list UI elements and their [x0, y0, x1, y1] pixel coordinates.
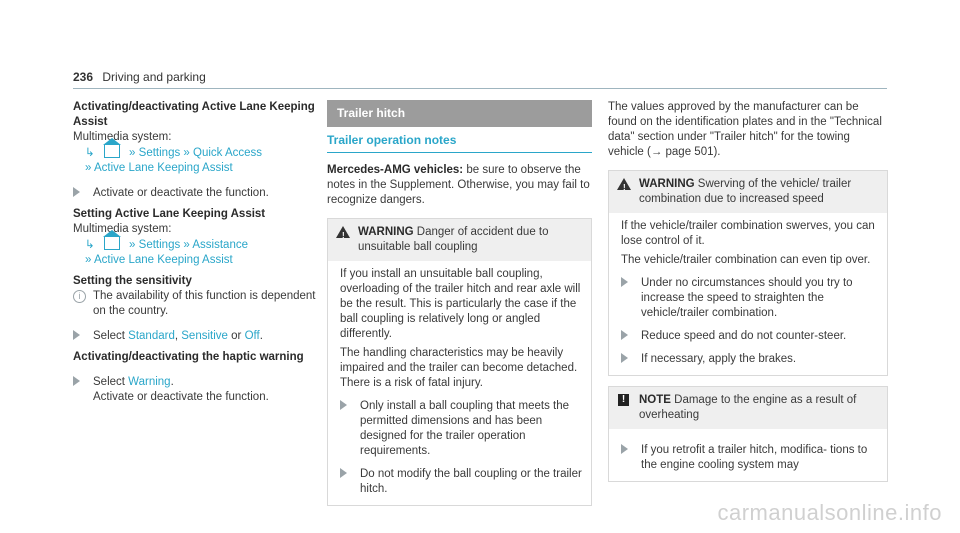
warning-body	[609, 213, 887, 375]
path-assistance[interactable]: Assistance	[192, 239, 248, 251]
step-arrow-icon	[340, 400, 347, 410]
warning-box	[327, 218, 592, 506]
step-arrow-icon	[73, 187, 80, 197]
warning-step-text: Reduce speed and do not counter-steer.	[641, 330, 847, 342]
warning-body	[328, 261, 591, 505]
warning-step	[621, 352, 879, 367]
step-item: Select Standard, Sensitive or Off.	[73, 329, 320, 344]
warning-paragraph: If you install an unsuitable ball coupling, overloading of the trailer hitch and rear axle will be the result. This is particularly the case if the ball coupling is relatively long or angled differently.	[340, 268, 581, 340]
warning-label: WARNING	[639, 178, 695, 190]
warning-paragraph: The handling characteristics may be heavily impaired and the trailer can become detached. There is a risk of fatal injury.	[340, 347, 578, 389]
double-chevron-icon: »	[85, 254, 92, 266]
warning-label: WARNING	[358, 226, 414, 238]
step-arrow-icon	[73, 330, 80, 340]
note-icon: !	[618, 394, 629, 406]
select-label: Select	[93, 376, 125, 388]
path-arrow-icon: ↳	[85, 239, 95, 251]
step-arrow-icon	[340, 468, 347, 478]
warning-header	[328, 219, 591, 261]
path-settings[interactable]: Settings	[138, 239, 181, 251]
watermark: carmanualsonline.info	[717, 500, 942, 525]
step-item: Select Warning. Activate or deactivate the function.	[73, 375, 320, 405]
menu-path-1b	[73, 161, 320, 176]
page-number: 236	[73, 70, 94, 84]
warning-step-text: Do not modify the ball coupling or the trailer hitch.	[360, 468, 582, 495]
home-icon[interactable]	[104, 145, 120, 158]
warning-box	[608, 170, 888, 376]
home-icon[interactable]	[104, 237, 120, 250]
double-chevron-icon: »	[129, 147, 136, 159]
heading-activate-lane-assist: Activating/deactivating Active Lane Keeping Assist	[73, 101, 315, 128]
menu-path-1	[73, 145, 320, 161]
warning-title: Swerving of the vehicle/ trailer combination due to increased speed	[639, 178, 852, 205]
path-lane-keeping[interactable]: Active Lane Keeping Assist	[93, 162, 233, 174]
option-off[interactable]: Off	[244, 330, 260, 342]
intro-paragraph: The values approved by the manufacturer can be found on the identification plates and in the "Technical data" section under "Trailer hitch" for the towing vehicle (→ page 501).	[608, 101, 882, 158]
or-label: or	[231, 330, 242, 342]
path-lane-keeping[interactable]: Active Lane Keeping Assist	[93, 254, 233, 266]
warning-step-text: Only install a ball coupling that meets the permitted dimensions and has been designed for the trailer operation requirements.	[360, 400, 570, 457]
step-text: Activate or deactivate the function.	[93, 187, 269, 199]
step-arrow-icon	[621, 330, 628, 340]
note-step	[621, 443, 879, 473]
path-settings[interactable]: Settings	[138, 147, 181, 159]
heading-setting-lane-assist: Setting Active Lane Keeping Assist	[73, 208, 266, 220]
step-arrow-icon	[621, 444, 628, 454]
step-arrow-icon	[73, 376, 80, 386]
note-step-text: If you retrofit a trailer hitch, modifica- tions to the engine cooling system may	[641, 444, 868, 471]
multimedia-label: Multimedia system:	[73, 131, 172, 143]
column-right	[608, 100, 888, 482]
warning-paragraph: If the vehicle/trailer combination swerves, you can lose control of it.	[621, 220, 875, 247]
option-standard[interactable]: Standard	[128, 330, 175, 342]
warning-step	[340, 467, 583, 497]
warning-icon: !	[617, 178, 631, 190]
double-chevron-icon: »	[183, 239, 190, 251]
step-arrow-icon	[621, 353, 628, 363]
path-arrow-icon: ↳	[85, 147, 95, 159]
warning-step	[621, 329, 879, 344]
note-label: NOTE	[639, 394, 671, 406]
section-title: Driving and parking	[102, 70, 206, 84]
step-text: Activate or deactivate the function.	[93, 391, 269, 403]
warning-title: Danger of accident due to unsuitable ball coupling	[358, 226, 549, 253]
note-box	[608, 386, 888, 482]
header-divider	[73, 88, 887, 89]
path-quick-access[interactable]: Quick Access	[193, 147, 263, 159]
column-middle	[327, 100, 592, 506]
info-note	[73, 289, 320, 319]
amg-paragraph	[327, 163, 592, 208]
note-header	[609, 387, 887, 429]
menu-path-2	[73, 237, 320, 253]
heading-sensitivity: Setting the sensitivity	[73, 275, 192, 287]
amg-text: be sure to observe the notes in the Supplement. Otherwise, you may fail to recognize dangers.	[327, 164, 590, 206]
option-sensitive[interactable]: Sensitive	[181, 330, 228, 342]
heading-haptic-warning: Activating/deactivating the haptic warning	[73, 351, 304, 363]
warning-step-text: If necessary, apply the brakes.	[641, 353, 797, 365]
amg-label: Mercedes-AMG vehicles:	[327, 164, 464, 176]
double-chevron-icon: »	[129, 239, 136, 251]
section-bar-title: Trailer hitch	[327, 100, 592, 127]
warning-icon: !	[336, 226, 350, 238]
step-item	[73, 186, 320, 201]
step-arrow-icon	[621, 277, 628, 287]
multimedia-label: Multimedia system:	[73, 223, 172, 235]
column-left	[73, 100, 320, 405]
double-chevron-icon: »	[85, 162, 92, 174]
option-warning[interactable]: Warning	[128, 376, 171, 388]
subsection-title: Trailer operation notes	[327, 127, 592, 153]
info-text: The availability of this function is dependent on the country.	[93, 290, 316, 317]
warning-step	[340, 399, 583, 459]
warning-header	[609, 171, 887, 213]
page-header	[73, 70, 206, 84]
warning-step	[621, 276, 879, 321]
info-icon: i	[73, 290, 86, 303]
warning-paragraph: The vehicle/trailer combination can even tip over.	[621, 254, 871, 266]
note-body	[609, 429, 887, 481]
select-label: Select	[93, 330, 125, 342]
note-title: Damage to the engine as a result of overheating	[639, 394, 857, 421]
warning-step-text: Under no circumstances should you try to increase the speed to straighten the vehicle/trailer combination.	[641, 277, 853, 319]
menu-path-2b	[73, 253, 320, 268]
double-chevron-icon: »	[183, 147, 190, 159]
